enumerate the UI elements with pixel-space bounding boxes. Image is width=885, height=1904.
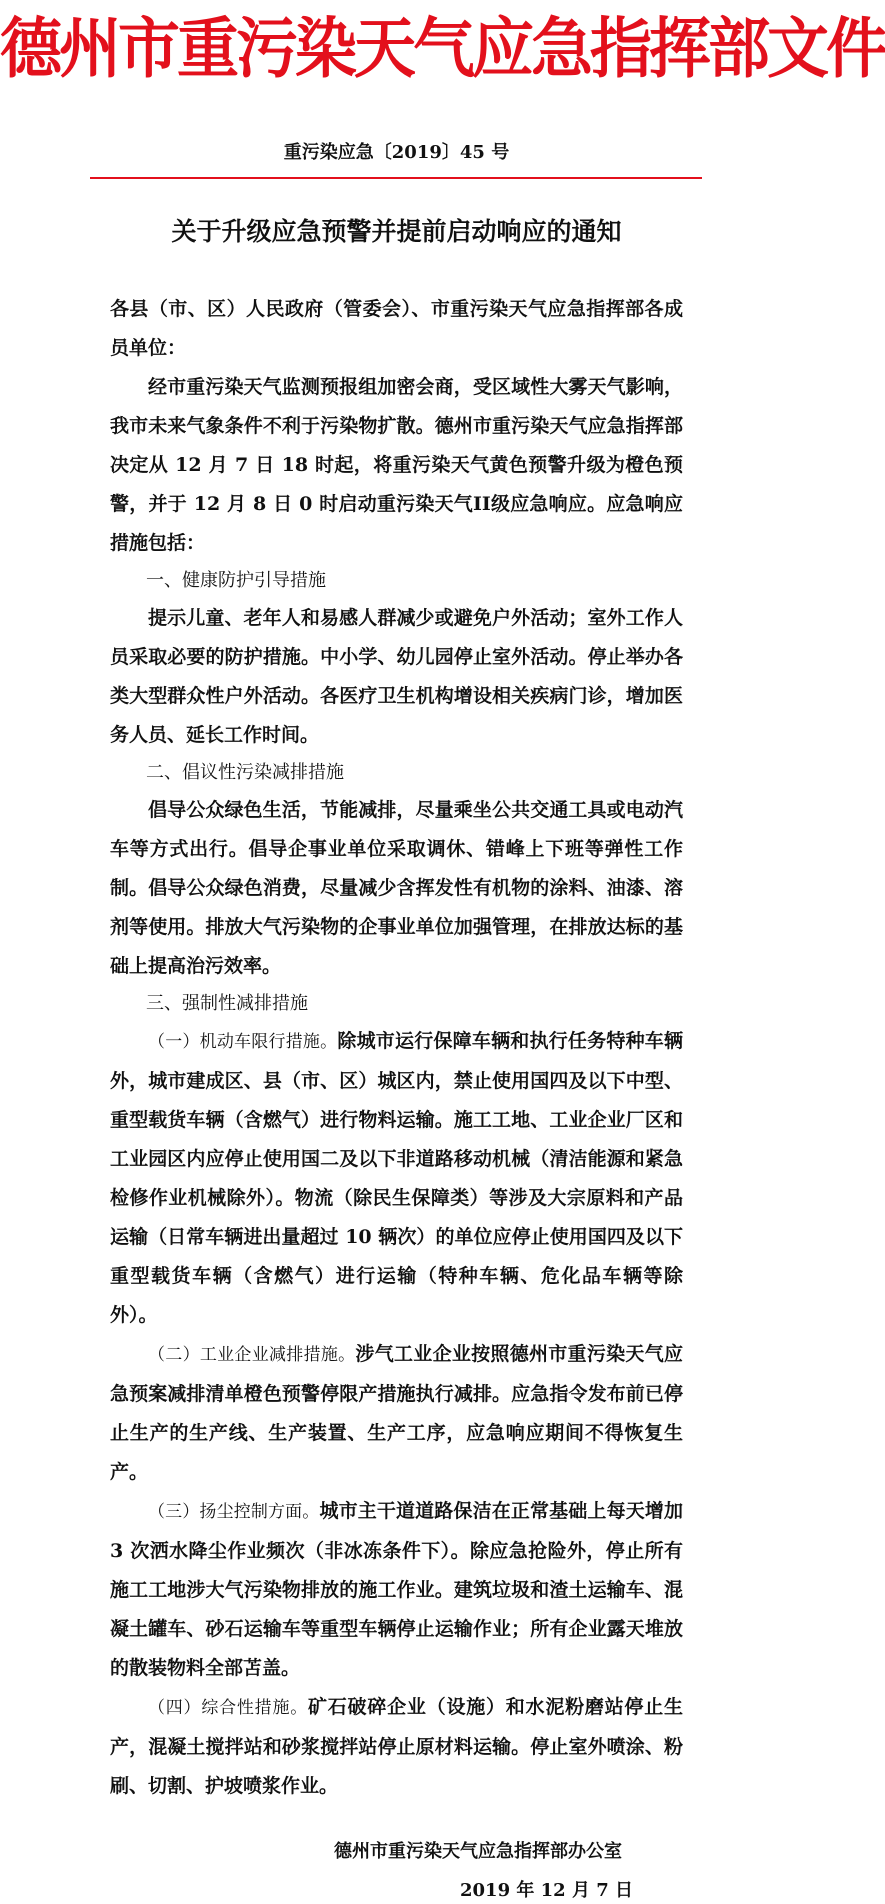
section-1-paragraph: 提示儿童、老年人和易感人群减少或避免户外活动；室外工作人员采取必要的防护措施。中小学、幼儿园停止室外活动。停止举办各类大型群众性户外活动。各医疗卫生机构增设相关疾病门诊，增加医务人员、延长工作时间。 [110,607,683,746]
issue-date: 2019 年 12 月 7 日 [460,1880,634,1901]
subsection-1-lead: （一）机动车限行措施。 [148,1032,338,1052]
subsection-3-lead: （三）扬尘控制方面。 [148,1502,320,1522]
subsection-4-text: 矿石破碎企业（设施）和水泥粉磨站停止生产，混凝土搅拌站和砂浆搅拌站停止原材料运输。停止室外喷涂、粉刷、切割、护坡喷浆作业。 [110,1696,683,1797]
subsection-2-lead: （二）工业企业减排措施。 [148,1345,356,1365]
subsection-3-text: 城市主干道道路保洁在正常基础上每天增加 3 次洒水降尘作业频次（非冰冻条件下）。除应急抢险外，停止所有施工工地涉大气污染物排放的施工作业。建筑垃圾和渣土运输车、混凝土罐车、砂石运输车等重型车辆停止运输作业；所有企业露天堆放的散装物料全部苫盖。 [110,1500,684,1679]
subsection-3-paragraph [110,1492,683,1688]
subsection-4-paragraph [110,1688,683,1806]
subsection-2-text: 涉气工业企业按照德州市重污染天气应急预案减排清单橙色预警停限产措施执行减排。应急指令发布前已停止生产的生产线、生产装置、生产工序，应急响应期间不得恢复生产。 [110,1343,683,1483]
section-1-heading: 一、健康防护引导措施 [146,570,326,591]
section-3-heading: 三、强制性减排措施 [146,993,308,1014]
section-2-paragraph: 倡导公众绿色生活，节能减排，尽量乘坐公共交通工具或电动汽车等方式出行。倡导企事业单位采取调休、错峰上下班等弹性工作制。倡导公众绿色消费，尽量减少含挥发性有机物的涂料、油漆、溶剂等使用。排放大气污染物的企事业单位加强管理，在排放达标的基础上提高治污效率。 [110,799,683,977]
notice-title: 关于升级应急预警并提前启动响应的通知 [171,217,622,246]
red-divider-line [90,177,702,179]
issuing-organization: 德州市重污染天气应急指挥部办公室 [334,1841,622,1862]
document-header-title: 德州市重污染天气应急指挥部文件 [0,10,885,87]
document-number: 重污染应急〔2019〕45 号 [283,142,510,163]
document-body [110,290,683,1806]
section-2-heading: 二、倡议性污染减排措施 [146,762,344,783]
subsection-4-lead: （四）综合性措施。 [148,1698,308,1718]
subsection-1-paragraph [110,1022,683,1335]
subsection-2-paragraph [110,1335,683,1492]
intro-paragraph: 经市重污染天气监测预报组加密会商，受区域性大雾天气影响，我市未来气象条件不利于污染物扩散。德州市重污染天气应急指挥部决定从 12 月 7 日 18 时起，将重污染天气黄色预警升级为橙色预警，并于 12 月 8 日 0 时启动重污染天气II级应急响应。应急响应措施包括： [110,376,683,554]
subsection-1-text: 除城市运行保障车辆和执行任务特种车辆外，城市建成区、县（市、区）城区内，禁止使用国四及以下中型、重型载货车辆（含燃气）进行物料运输。施工工地、工业企业厂区和工业园区内应停止使用国二及以下非道路移动机械（清洁能源和紧急检修作业机械除外）。物流（除民生保障类）等涉及大宗原料和产品运输（日常车辆进出量超过 10 辆次）的单位应停止使用国四及以下重型载货车辆（含燃气）进行运输（特种车辆、危化品车辆等除外）。 [110,1030,683,1326]
salutation: 各县（市、区）人民政府（管委会）、市重污染天气应急指挥部各成员单位： [110,298,683,359]
